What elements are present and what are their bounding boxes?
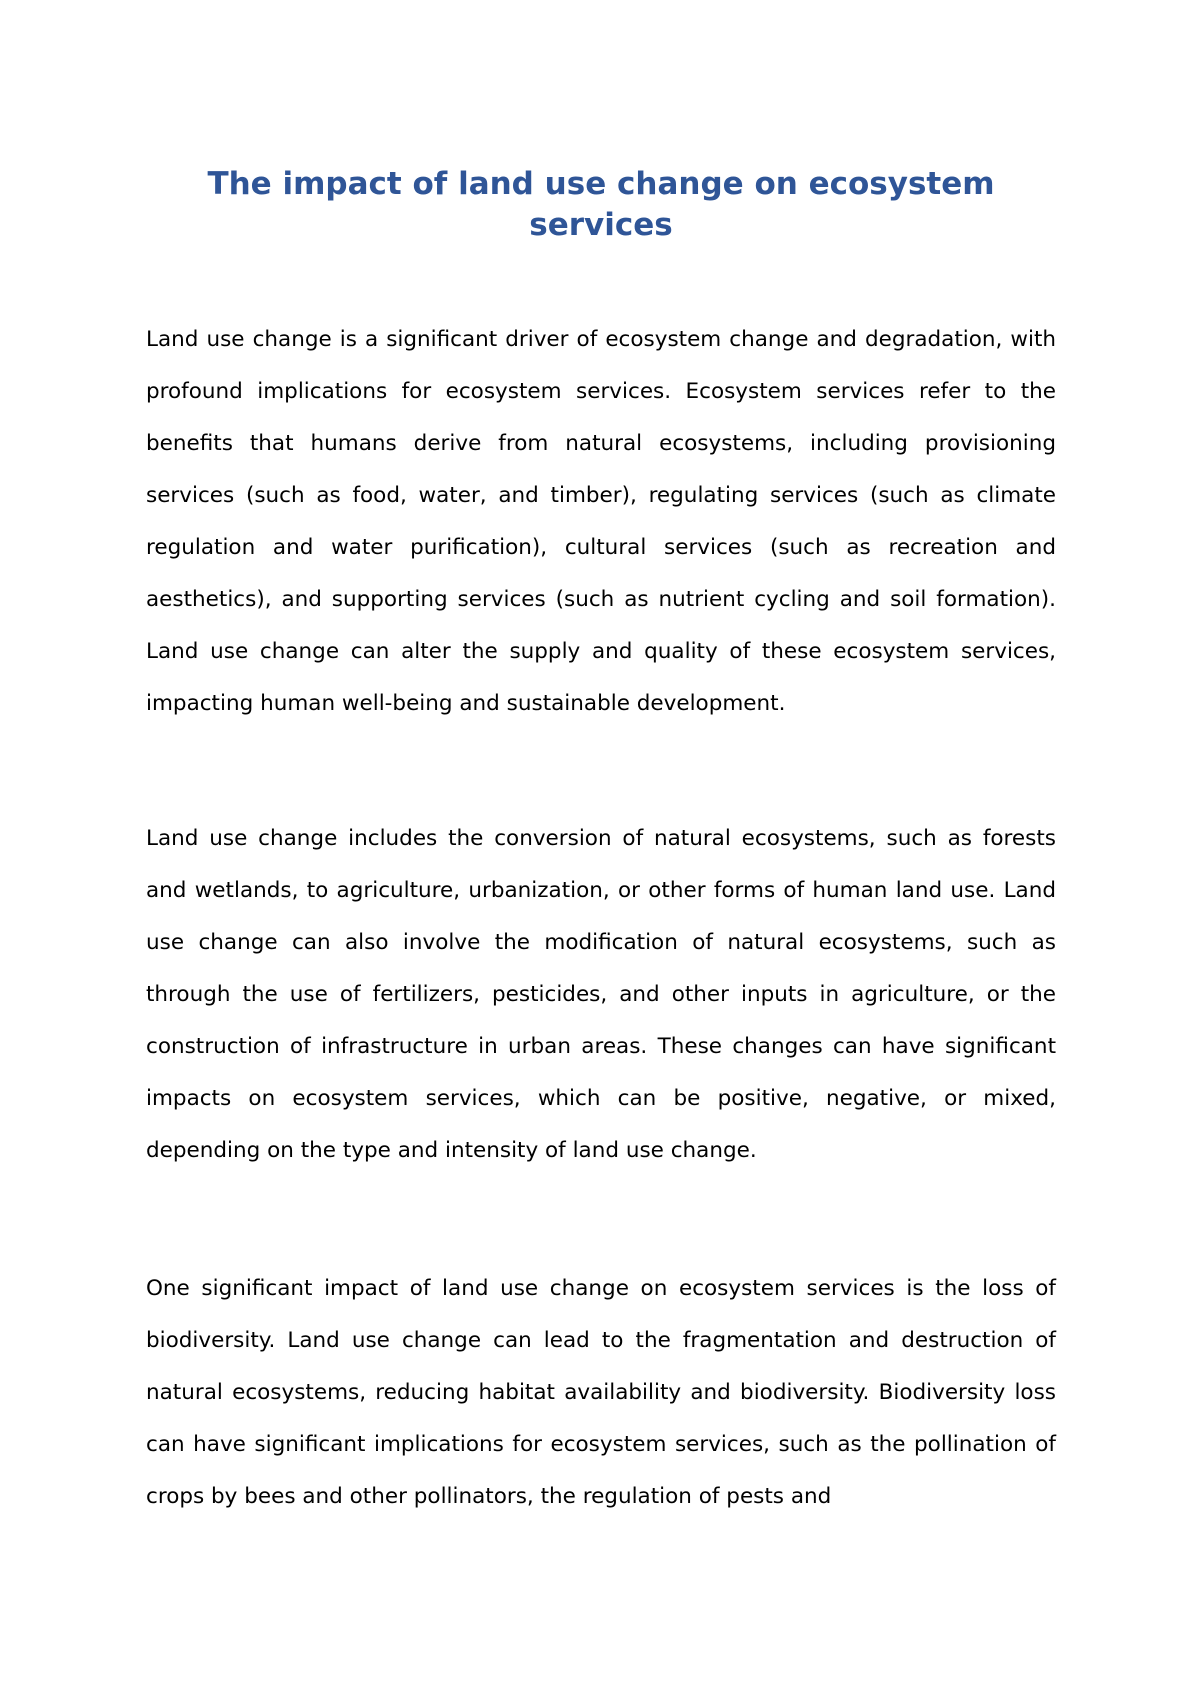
page-title: The impact of land use change on ecosystem services — [207, 166, 995, 243]
paragraph-3: One significant impact of land use change on ecosystem services is the loss of biodiversity. Land use change can lead to the fragmentation and destruction of natural ecosystems, reducing habitat availability and biodiversity. Biodiversity loss can have significant implications for ecosystem services, such as the pollination of crops by bees and other pollinators, the regulation of pests and — [146, 1276, 1056, 1509]
paragraph-2: Land use change includes the conversion of natural ecosystems, such as forests and wetlands, to agriculture, urbanization, or other forms of human land use. Land use change can also involve the modification of natural ecosystems, such as through the use of fertilizers, pesticides, and other inputs in agriculture, or the construction of infrastructure in urban areas. These changes can have significant impacts on ecosystem services, which can be positive, negative, or mixed, depending on the type and intensity of land use change. — [146, 826, 1056, 1163]
paragraph-1: Land use change is a significant driver of ecosystem change and degradation, with profound implications for ecosystem services. Ecosystem services refer to the benefits that humans derive from natural ecosystems, including provisioning services (such as food, water, and timber), regulating services (such as climate regulation and water purification), cultural services (such as recreation and aesthetics), and supporting services (such as nutrient cycling and soil formation). Land use change can alter the supply and quality of these ecosystem services, impacting human well-being and sustainable development. — [146, 327, 1056, 716]
